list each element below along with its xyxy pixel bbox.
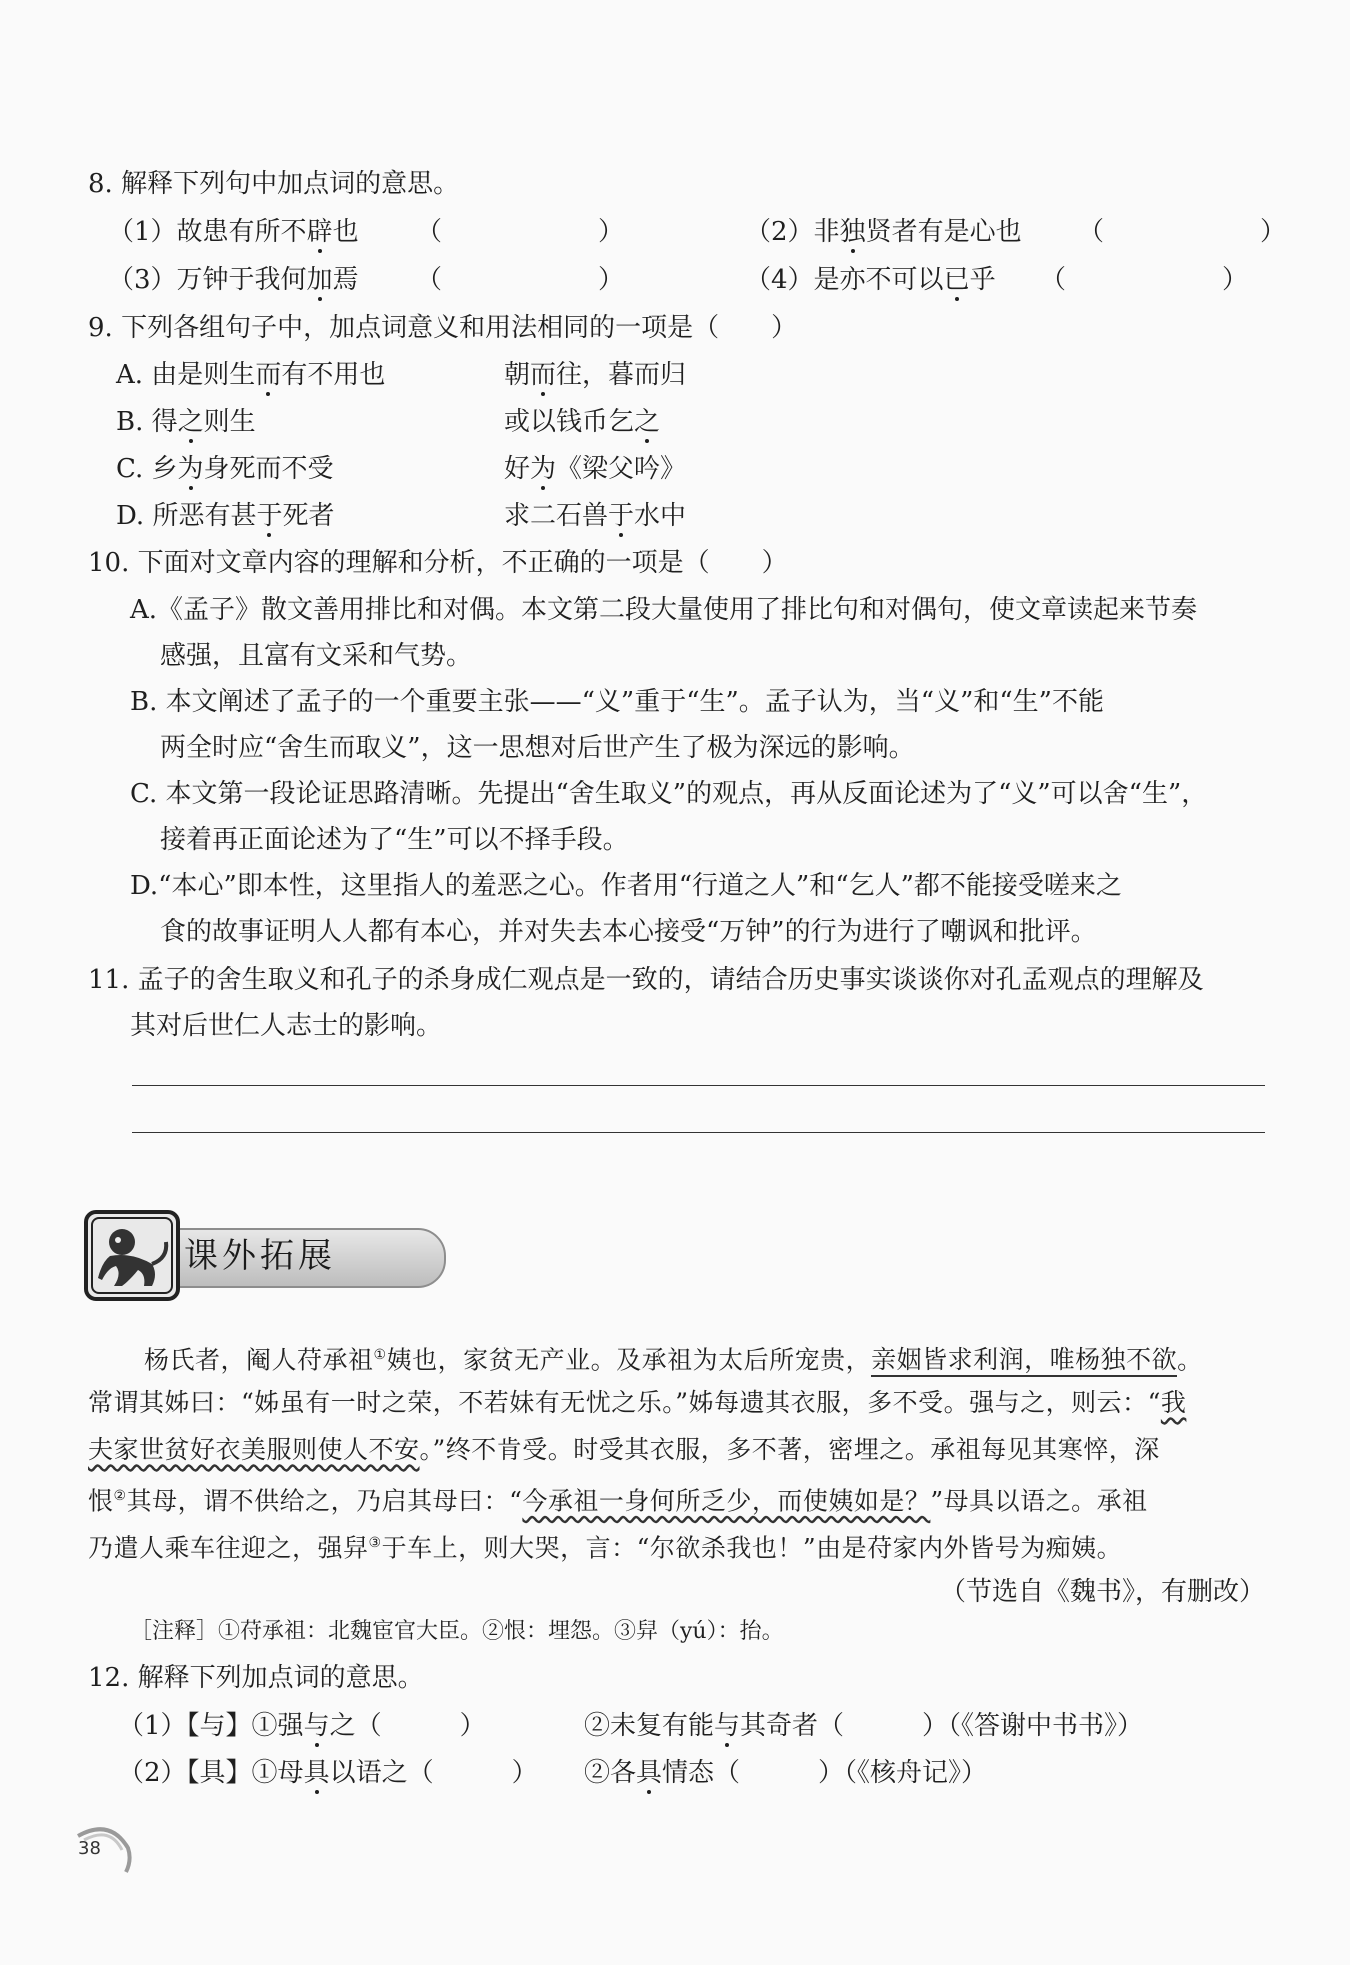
story-line-5: 乃遣人乘车往迎之，强舁③于车上，则大哭，言：“尔欲杀我也！”由是苻家内外皆号为痴姨。 xyxy=(88,1533,1123,1563)
q8-item-4: （4）是亦不可以已乎 xyxy=(745,265,996,295)
q9-option-c-right: 好为《梁父吟》 xyxy=(504,454,687,484)
q10-c-line2: 接着再正面论述为了“生”可以不择手段。 xyxy=(160,825,629,855)
q9-option-d-right: 求二石兽于水中 xyxy=(504,501,687,531)
q12-row-1-b: ②未复有能与其奇者（ ）（《答谢中书书》） xyxy=(584,1711,1144,1741)
section-banner xyxy=(82,1208,382,1303)
q12-row-2-b: ②各具情态（ ）（《核舟记》） xyxy=(584,1758,988,1788)
q9-option-b-left: B. 得之则生 xyxy=(116,407,256,437)
q12-title: 12. 解释下列加点词的意思。 xyxy=(88,1663,424,1693)
q10-c-line1: C. 本文第一段论证思路清晰。先提出“舍生取义”的观点，再从反面论述为了“义”可以舍“生”， xyxy=(130,779,1208,809)
q8-item-1: （1）故患有所不辟也 xyxy=(108,217,359,247)
q9-title: 9. 下列各组句子中，加点词意义和用法相同的一项是（ ） xyxy=(88,313,798,343)
story-source: （节选自《魏书》，有删改） xyxy=(940,1577,1266,1607)
q8-item-3: （3）万钟于我何加焉 xyxy=(108,265,359,295)
q10-a-line2: 感强，且富有文采和气势。 xyxy=(160,641,473,671)
q9-option-a-left: A. 由是则生而有不用也 xyxy=(116,360,386,390)
q10-b-line2: 两全时应“舍生而取义”，这一思想对后世产生了极为深远的影响。 xyxy=(160,733,915,763)
section-title: 课外拓展 xyxy=(184,1236,336,1276)
q9-option-b-right: 或以钱币乞之 xyxy=(504,407,661,437)
q10-b-line1: B. 本文阐述了孟子的一个重要主张——“义”重于“生”。孟子认为，当“义”和“生”不能 xyxy=(130,687,1104,717)
q9-option-d-left: D. 所恶有甚于死者 xyxy=(116,501,335,531)
q10-d-line2: 食的故事证明人人都有本心，并对失去本心接受“万钟”的行为进行了嘲讽和批评。 xyxy=(160,917,1097,947)
q10-a-line1: A.《孟子》散文善用排比和对偶。本文第二段大量使用了排比句和对偶句，使文章读起来节奏 xyxy=(130,595,1198,625)
q9-option-c-left: C. 乡为身死而不受 xyxy=(116,454,334,484)
q10-title: 10. 下面对文章内容的理解和分析，不正确的一项是（ ） xyxy=(88,548,788,578)
story-line-3: 夫家世贫好衣美服则使人不安。”终不肯受。时受其衣服，多不著，密埋之。承祖每见其寒悴，深 xyxy=(88,1435,1160,1464)
q12-row-1-a: （1）【与】①强与之（ ） xyxy=(118,1711,486,1741)
q8-blank-1[interactable]: （ ） xyxy=(416,217,625,247)
page-number: 38 xyxy=(78,1838,101,1859)
q11-line1: 11. 孟子的舍生取义和孔子的杀身成仁观点是一致的，请结合历史事实谈谈你对孔孟观点的理解及 xyxy=(88,965,1204,995)
q11-answer-line-2[interactable] xyxy=(132,1132,1265,1133)
q10-d-line1: D.“本心”即本性，这里指人的羞恶之心。作者用“行道之人”和“乞人”都不能接受嗟来之 xyxy=(130,871,1122,901)
story-line-2: 常谓其姊曰：“姊虽有一时之荣，不若妹有无忧之乐。”姊每遗其衣服，多不受。强与之，则云：“我 xyxy=(88,1388,1187,1417)
q11-line2: 其对后世仁人志士的影响。 xyxy=(130,1011,443,1041)
q9-option-a-right: 朝而往，暮而归 xyxy=(504,360,687,390)
q8-blank-2[interactable]: （ ） xyxy=(1078,217,1287,247)
q8-blank-3[interactable]: （ ） xyxy=(416,265,625,295)
story-annotation: ［注释］①苻承祖：北魏宦官大臣。②恨：埋怨。③舁（yú）：抬。 xyxy=(130,1619,784,1644)
story-line-1: 杨氏者，阉人苻承祖①姨也，家贫无产业。及承祖为太后所宠贵，亲姻皆求利润，唯杨独不欲。 xyxy=(144,1332,1203,1383)
q12-row-2-a: （2）【具】①母具以语之（ ） xyxy=(118,1758,538,1788)
q8-title: 8. 解释下列句中加点词的意思。 xyxy=(88,169,460,199)
monkey-seal-icon xyxy=(82,1208,182,1303)
q8-blank-4[interactable]: （ ） xyxy=(1040,265,1249,295)
story-line-4: 恨②其母，谓不供给之，乃启其母曰：“今承祖一身何所乏少，而使姨如是？”母具以语之。承祖 xyxy=(88,1486,1148,1516)
q8-item-2: （2）非独贤者有是心也 xyxy=(745,217,1022,247)
q11-answer-line-1[interactable] xyxy=(132,1085,1265,1086)
